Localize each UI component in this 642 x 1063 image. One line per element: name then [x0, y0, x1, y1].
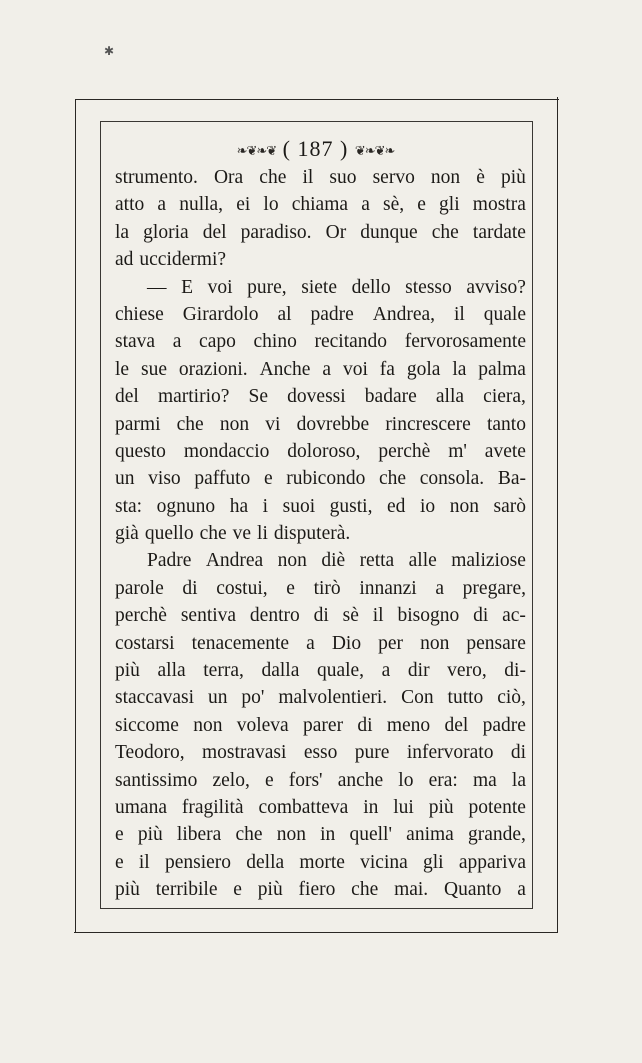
word: ei — [236, 194, 251, 216]
text-line — [115, 684, 526, 711]
word: parer — [303, 714, 344, 736]
word: di — [313, 605, 329, 627]
word: che — [379, 468, 407, 490]
word: più — [501, 167, 526, 188]
word: Ora — [213, 167, 244, 188]
word: gli — [439, 194, 460, 216]
word: e — [417, 194, 426, 216]
word: fors' — [288, 769, 323, 791]
word: è — [476, 167, 485, 188]
text-line — [115, 438, 526, 465]
text-line — [115, 493, 526, 520]
word: appariva — [458, 851, 526, 873]
word: potente — [468, 796, 526, 818]
word: mostravasi — [201, 742, 287, 764]
word: mostra — [472, 194, 526, 216]
word: chino — [253, 331, 297, 353]
word: che — [431, 221, 459, 243]
word: ciò, — [497, 687, 526, 709]
word: suo — [329, 167, 357, 188]
word: al — [277, 303, 292, 325]
word: anima — [406, 824, 454, 846]
word: sarò — [493, 495, 526, 517]
word: del — [115, 386, 139, 408]
word: palma — [478, 358, 526, 380]
text-line — [115, 164, 526, 191]
word: e — [286, 577, 295, 599]
word: quello — [144, 523, 194, 545]
word: costarsi — [115, 632, 175, 654]
word: non — [449, 495, 479, 517]
text-line — [115, 712, 526, 739]
word: gli — [423, 851, 444, 873]
word: ed — [387, 495, 406, 517]
word: retta — [359, 550, 395, 572]
word: ognuno — [156, 495, 216, 517]
word: non — [430, 167, 461, 188]
word: viso — [148, 468, 181, 490]
word: combatteva — [258, 796, 349, 818]
word: avete — [484, 440, 526, 462]
text-line — [115, 219, 526, 246]
page-number: ( 187 ) — [282, 136, 349, 161]
word: badare — [364, 386, 417, 408]
word: a — [172, 331, 182, 353]
word: Se — [248, 386, 269, 408]
word: E — [181, 276, 194, 298]
text-line — [115, 602, 526, 629]
word: in — [363, 796, 379, 818]
word: santissimo — [115, 769, 198, 791]
word: diè — [321, 550, 346, 572]
word: dalla — [261, 660, 300, 682]
left-ornament-icon: ❧❦❧❦ — [236, 142, 277, 158]
word: vicina — [360, 851, 408, 873]
word: innanzi — [359, 577, 417, 599]
word: la — [452, 358, 467, 380]
word: dentro — [249, 605, 300, 627]
word: tardate — [472, 221, 526, 243]
text-line — [115, 630, 526, 657]
outer-frame-bottom-rule — [74, 932, 558, 933]
word: gusti, — [329, 495, 373, 517]
word: mai. — [394, 879, 429, 901]
word: stava — [115, 331, 156, 353]
page-header — [100, 136, 531, 162]
word: e — [264, 769, 274, 791]
word: perchè — [378, 440, 431, 462]
word: fa — [379, 358, 395, 380]
word: atto — [115, 194, 145, 216]
outer-frame-top-rule — [75, 99, 559, 100]
word: del — [202, 221, 227, 243]
word: fragilità — [181, 796, 244, 818]
word: di — [510, 742, 526, 764]
word: Anche — [259, 358, 311, 380]
word: staccavasi — [115, 687, 195, 709]
text-line — [115, 767, 526, 794]
word: — — [147, 276, 167, 298]
word: Or — [325, 221, 347, 243]
word: lui — [393, 796, 414, 818]
word: lo — [398, 769, 414, 791]
text-line — [115, 356, 526, 383]
word: non — [276, 824, 306, 846]
text-line — [115, 575, 526, 602]
word: Padre — [147, 550, 192, 572]
word: le — [115, 358, 130, 380]
word: a — [322, 358, 332, 380]
word: di — [182, 577, 198, 599]
right-ornament-icon: ❦❧❦❧ — [354, 142, 395, 158]
word: a — [517, 879, 526, 901]
word: del — [444, 714, 469, 736]
word: un — [115, 468, 135, 490]
word: sè — [342, 605, 359, 627]
word: alla — [435, 386, 465, 408]
word: più — [428, 796, 454, 818]
text-line — [115, 274, 526, 301]
word: alla — [157, 660, 186, 682]
word: vi — [265, 413, 281, 435]
word: dovessi — [287, 386, 346, 408]
word: di — [473, 605, 489, 627]
word: strumento. — [115, 167, 198, 188]
text-line — [115, 821, 526, 848]
word: terra, — [203, 660, 244, 682]
word: maliziose — [451, 550, 526, 572]
word: dunque — [360, 221, 418, 243]
text-line — [115, 191, 526, 218]
word: dir — [407, 660, 430, 682]
word: Teodoro, — [115, 742, 185, 764]
word: un — [207, 687, 228, 709]
word: rincrescere — [385, 413, 471, 435]
word: la — [511, 769, 526, 791]
word: fervorosamente — [404, 331, 526, 353]
word: rubicondo — [286, 468, 366, 490]
text-line — [115, 301, 526, 328]
word: siccome — [115, 714, 179, 736]
word: doloroso, — [287, 440, 361, 462]
word: esso — [303, 742, 338, 764]
word: sue — [140, 358, 167, 380]
word: dovrebbe — [296, 413, 370, 435]
word: Dio — [331, 632, 362, 654]
word: e — [263, 468, 273, 490]
text-line — [115, 657, 526, 684]
word: dello — [351, 276, 391, 298]
word: mondaccio — [183, 440, 270, 462]
word: infervorato — [406, 742, 494, 764]
word: capo — [199, 331, 236, 353]
word: non — [420, 632, 450, 654]
word: non — [193, 714, 223, 736]
word: lo — [263, 194, 279, 216]
word: pure — [354, 742, 390, 764]
word: fiero — [298, 879, 336, 901]
word: ac- — [502, 605, 526, 627]
ink-speck-icon: ✱ — [104, 44, 115, 58]
text-line — [115, 383, 526, 410]
word: zelo, — [212, 769, 250, 791]
word: ve — [232, 523, 252, 545]
word: della — [246, 851, 285, 873]
word: tanto — [486, 413, 526, 435]
word: tirò — [313, 577, 341, 599]
word: di — [357, 714, 373, 736]
word: parole — [115, 577, 164, 599]
word: parmi — [115, 413, 161, 435]
text-line — [115, 520, 526, 547]
word: chiama — [291, 194, 349, 216]
word: libera — [176, 824, 222, 846]
word: pensiero — [164, 851, 232, 873]
word: gola — [406, 358, 441, 380]
word: padre — [482, 714, 526, 736]
word: ma — [472, 769, 497, 791]
word: pure, — [247, 276, 287, 298]
word: il — [138, 851, 150, 873]
text-line — [115, 876, 526, 903]
text-line — [115, 411, 526, 438]
word: la — [115, 221, 130, 243]
word: ha — [229, 495, 249, 517]
text-line — [115, 465, 526, 492]
word: ad — [115, 249, 134, 271]
word: meno — [386, 714, 431, 736]
word: chiese — [115, 303, 164, 325]
text-line — [115, 739, 526, 766]
word: consola. — [419, 468, 485, 490]
word: pensare — [466, 632, 526, 654]
word: di- — [504, 660, 526, 682]
word: servo — [372, 167, 415, 188]
word: più — [257, 879, 283, 901]
word: più — [115, 879, 140, 901]
word: quell' — [349, 824, 392, 846]
word: morte — [299, 851, 345, 873]
word: m' — [448, 440, 467, 462]
word: tutto — [447, 687, 484, 709]
word: più — [137, 824, 163, 846]
word: po' — [241, 687, 265, 709]
word: pregare, — [462, 577, 526, 599]
text-line — [115, 328, 526, 355]
word: Quanto — [444, 879, 502, 901]
word: più — [115, 660, 140, 682]
word: alle — [408, 550, 437, 572]
word: già — [115, 523, 139, 545]
word: voi — [207, 276, 233, 298]
word: non — [219, 413, 250, 435]
word: a — [435, 577, 445, 599]
word: paradiso. — [240, 221, 312, 243]
word: sentiva — [180, 605, 237, 627]
word: a — [306, 632, 315, 654]
word: siete — [301, 276, 337, 298]
word: Ba- — [497, 468, 526, 490]
word: gloria — [143, 221, 189, 243]
word: padre — [310, 303, 354, 325]
body-text — [115, 164, 526, 904]
outer-frame-right-rule — [557, 97, 558, 933]
word: che — [259, 167, 287, 188]
word: disputerà. — [273, 523, 351, 545]
word: era: — [428, 769, 458, 791]
text-line — [115, 794, 526, 821]
word: e — [233, 879, 242, 901]
word: quale — [483, 303, 526, 325]
word: avviso? — [466, 276, 526, 298]
word: in — [320, 824, 336, 846]
text-line — [115, 849, 526, 876]
word: costui, — [216, 577, 268, 599]
word: per — [378, 632, 404, 654]
word: i — [262, 495, 269, 517]
word: Andrea — [205, 550, 264, 572]
word: Girardolo — [182, 303, 259, 325]
word: che — [176, 413, 204, 435]
word: sè, — [382, 194, 405, 216]
word: grande, — [468, 824, 526, 846]
word: il — [453, 303, 465, 325]
text-line — [115, 246, 526, 273]
word: ciera, — [483, 386, 526, 408]
word: vero, — [447, 660, 487, 682]
word: terribile — [155, 879, 218, 901]
word: il — [372, 605, 384, 627]
outer-frame-left-rule — [75, 99, 76, 933]
word: che — [351, 879, 379, 901]
word: bisogno — [397, 605, 460, 627]
word: paffuto — [194, 468, 251, 490]
word: nulla, — [179, 194, 224, 216]
word: quale, — [316, 660, 365, 682]
word: voleva — [236, 714, 289, 736]
word: sta: — [115, 495, 143, 517]
word: e — [115, 824, 124, 846]
word: uccidermi? — [139, 249, 227, 271]
word: che — [235, 824, 263, 846]
word: suoi — [282, 495, 316, 517]
word: malvolentieri. — [278, 687, 388, 709]
word: a — [361, 194, 370, 216]
word: questo — [115, 440, 166, 462]
word: non — [277, 550, 307, 572]
word: stesso — [405, 276, 452, 298]
word: a — [381, 660, 391, 682]
word: il — [302, 167, 314, 188]
word: tenacemente — [191, 632, 290, 654]
word: martirio? — [157, 386, 230, 408]
word: io — [419, 495, 436, 517]
word: recitando — [314, 331, 388, 353]
word: e — [115, 851, 124, 873]
word: Andrea, — [372, 303, 436, 325]
word: Con — [401, 687, 434, 709]
word: voi — [342, 358, 368, 380]
word: che — [199, 523, 227, 545]
text-line — [115, 547, 526, 574]
word: umana — [115, 796, 167, 818]
word: li — [257, 523, 268, 545]
word: a — [157, 194, 167, 216]
word: perchè — [115, 605, 167, 627]
word: orazioni. — [178, 358, 248, 380]
word: anche — [337, 769, 384, 791]
